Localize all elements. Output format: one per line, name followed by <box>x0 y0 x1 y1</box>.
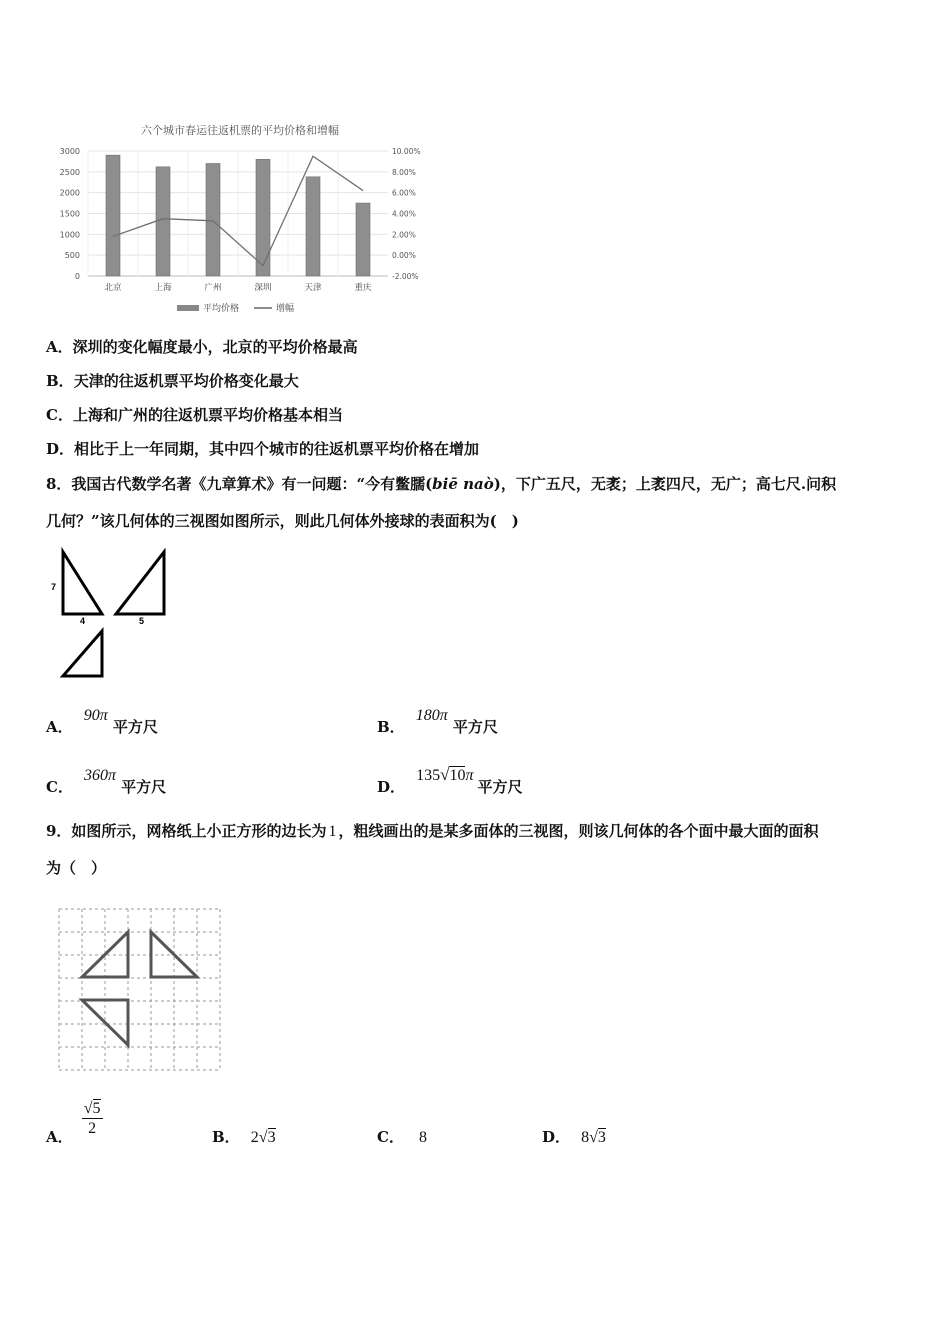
option-unit: 平方尺 <box>121 778 167 796</box>
option-math: 90π <box>83 707 108 724</box>
option-letter: A． <box>46 338 73 356</box>
bar-天津 <box>306 177 320 276</box>
right-tick-label: 0.00% <box>392 251 416 261</box>
bar-重庆 <box>356 203 370 276</box>
legend-bar-swatch <box>177 305 199 311</box>
option-math: 360π <box>84 767 117 784</box>
right-axis-ticks <box>392 147 421 281</box>
left-tick-label: 1500 <box>59 209 80 219</box>
q8-stem-line2: 几何？”该几何体的三视图如图所示，则此几何体外接球的表面积为( ) <box>46 512 519 530</box>
base-right-label: 5 <box>139 616 145 626</box>
right-tick-label: 2.00% <box>392 230 416 240</box>
left-tick-label: 500 <box>64 251 80 261</box>
option-letter: B． <box>46 372 74 390</box>
right-tick-label: 4.00% <box>392 209 416 219</box>
bar-北京 <box>106 155 120 276</box>
option-letter: C． <box>46 406 73 424</box>
q7-option-c[interactable] <box>46 404 343 425</box>
category-label: 广州 <box>204 283 222 293</box>
option-text: 上海和广州的往返机票平均价格基本相当 <box>72 406 343 424</box>
q9-option-c[interactable] <box>377 1126 427 1147</box>
price-growth-chart <box>40 118 440 318</box>
right-tick-label: -2.00% <box>392 272 419 281</box>
option-letter: B． <box>212 1128 240 1146</box>
option-unit: 平方尺 <box>112 718 158 736</box>
top-view-triangle <box>63 631 102 676</box>
q8-option-a[interactable] <box>46 702 158 736</box>
category-labels <box>104 282 372 293</box>
dotted-grid <box>59 909 220 1070</box>
q8-option-d[interactable] <box>377 762 523 796</box>
option-math: 180π <box>415 707 448 724</box>
height-label: 7 <box>51 582 57 592</box>
q8-three-view-figure <box>46 546 176 682</box>
q9-grid-figure <box>58 904 224 1072</box>
legend-line-label: 增幅 <box>276 304 295 314</box>
q8-option-b[interactable] <box>377 702 498 736</box>
q7-option-a[interactable] <box>46 336 358 357</box>
option-letter: A． <box>46 718 73 736</box>
option-text: 深圳的变化幅度最小，北京的平均价格最高 <box>72 338 358 356</box>
q9-stem-line2: 为（ ） <box>46 859 107 877</box>
legend-bar-label: 平均价格 <box>203 304 240 314</box>
option-unit: 平方尺 <box>452 718 498 736</box>
option-unit: 平方尺 <box>477 778 523 796</box>
chart-legend <box>177 302 294 314</box>
option-math: 135√10π <box>416 765 474 784</box>
left-axis-ticks <box>60 147 80 281</box>
option-letter: A． <box>46 1128 73 1146</box>
chart-gridlines <box>88 151 388 276</box>
left-tick-label: 2500 <box>59 167 80 177</box>
chart-title: 六个城市春运往返机票的平均价格和增幅 <box>141 124 339 137</box>
category-label: 上海 <box>154 283 172 293</box>
option-letter: D． <box>377 778 406 796</box>
option-text: 天津的往返机票平均价格变化最大 <box>73 372 299 390</box>
option-letter: C． <box>377 1128 404 1146</box>
category-label: 重庆 <box>354 283 372 293</box>
right-tick-label: 8.00% <box>392 167 416 177</box>
category-label: 北京 <box>104 283 122 293</box>
option-letter: C． <box>46 778 73 796</box>
q9-option-b[interactable] <box>212 1126 276 1147</box>
sqrt-icon: √ <box>440 765 450 784</box>
right-tick-label: 10.00% <box>392 147 421 156</box>
category-label: 天津 <box>304 283 322 293</box>
right-tick-label: 6.00% <box>392 188 416 198</box>
option-text: 相比于上一年同期，其中四个城市的往返机票平均价格在增加 <box>74 440 480 458</box>
pinyin: biē naò <box>432 475 494 493</box>
bar-广州 <box>206 164 220 277</box>
option-letter: D． <box>46 440 75 458</box>
sqrt-icon: √ <box>83 1100 93 1117</box>
side-view-triangle <box>116 552 164 614</box>
q7-option-d[interactable] <box>46 438 479 459</box>
option-math: 8 <box>419 1129 428 1146</box>
option-math: 2√3 <box>250 1129 276 1146</box>
q9-option-a[interactable] <box>46 1100 103 1146</box>
option-math: 8√3 <box>581 1129 606 1146</box>
q8-option-c[interactable] <box>46 762 167 796</box>
option-letter: B． <box>377 718 405 736</box>
q7-option-b[interactable] <box>46 370 299 391</box>
bar-深圳 <box>256 159 270 276</box>
base-left-label: 4 <box>80 616 86 626</box>
fraction: $\frac{√5}{2}$ <box>83 1100 101 1137</box>
left-tick-label: 0 <box>74 272 80 281</box>
front-view-triangle <box>63 552 102 614</box>
sqrt-icon: √ <box>258 1129 268 1146</box>
q9-stem-line1: 9．如图所示，网格纸上小正方形的边长为 1 ，粗线画出的是某多面体的三视图，则该几何体的各个面中最大面的面积 <box>46 822 819 840</box>
q9-option-d[interactable] <box>542 1126 606 1147</box>
sqrt-icon: √ <box>589 1129 598 1146</box>
q8-stem-line1: 8．我国古代数学名著《九章算术》有一问题：“今有鳖臑(biē naò)，下广五尺，无袤；上袤四尺，无广；高七尺.问积 <box>46 475 837 493</box>
category-label: 深圳 <box>254 283 272 293</box>
bar-上海 <box>156 167 170 276</box>
left-tick-label: 1000 <box>59 230 80 240</box>
left-tick-label: 3000 <box>59 147 80 156</box>
option-letter: D． <box>542 1128 571 1146</box>
left-tick-label: 2000 <box>59 188 80 198</box>
